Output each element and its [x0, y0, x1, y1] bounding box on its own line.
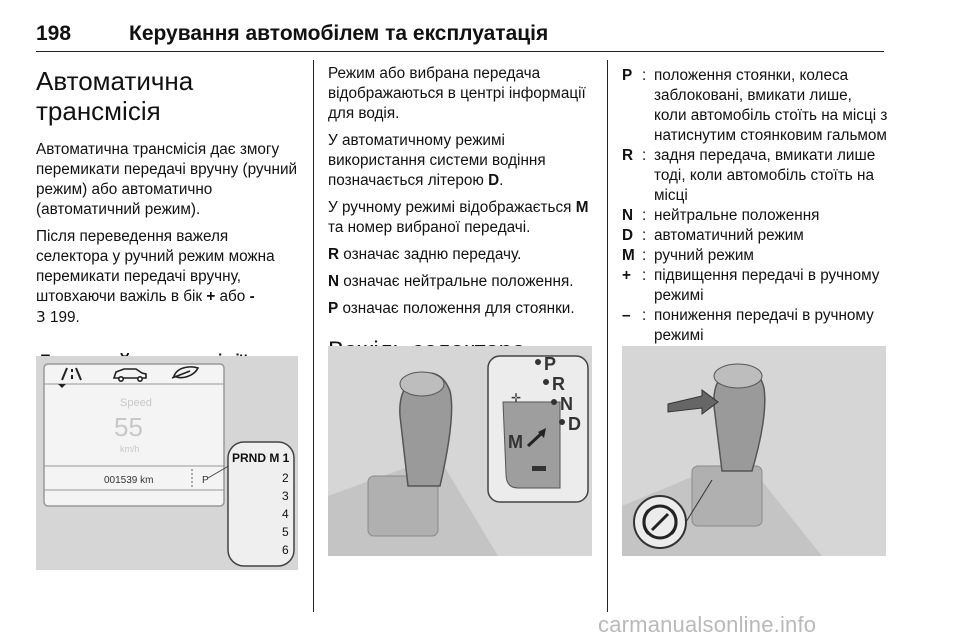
- gear-letter-p: P: [544, 354, 557, 374]
- page-number: 198: [36, 22, 72, 45]
- push-arrow-icon: [668, 390, 718, 414]
- page-ref-arrow-icon[interactable]: 3: [36, 308, 46, 326]
- gear-letter-n: N: [560, 394, 573, 414]
- lever-illustration: [328, 346, 592, 556]
- paragraph: У автоматичному режимі використання системи водіння позначається літерою D.: [328, 132, 546, 189]
- speed-value: 55: [114, 412, 143, 442]
- definition-item: P : положення стоянки, колеса заблоковані, вмикати лише, коли автомобіль стоїть на місці з натиснутим стоянковим гальмом: [622, 67, 888, 144]
- section-heading-automatic-transmission: Автоматична трансмісія: [36, 66, 194, 126]
- manual-letter: M: [508, 432, 523, 452]
- plus-symbol: +: [206, 288, 216, 305]
- callout-gear: 3: [282, 489, 289, 503]
- definition-item: M : ручний режим: [622, 247, 754, 264]
- minus-icon: [532, 466, 546, 471]
- plus-icon: ✛: [511, 391, 522, 405]
- definition-item: – : пониження передачі в ручному режимі: [622, 307, 874, 344]
- selector-lever-figure: [328, 346, 592, 556]
- callout-gear: 6: [282, 543, 289, 557]
- paragraph: Після переведення важеля селектора у ручний режим можна перемикати передачі вручну, штовхаючи важіль в бік + або - 3 199.: [36, 228, 275, 326]
- paragraph: У ручному режимі відображається M та номер вибраної передачі.: [328, 199, 589, 236]
- parking-illustration: [622, 346, 886, 556]
- paragraph: P означає положення для стоянки.: [328, 300, 575, 317]
- definitions-list: [622, 66, 888, 346]
- page-header: [36, 22, 884, 52]
- speed-unit: km/h: [120, 444, 140, 454]
- header-rule: [36, 51, 884, 52]
- column-1: [36, 60, 300, 378]
- minus-symbol: -: [249, 288, 255, 305]
- callout-gear: 4: [282, 507, 289, 521]
- callout-gear: 5: [282, 525, 289, 539]
- chapter-title: Керування автомобілем та експлуатація: [129, 22, 549, 45]
- paragraph: N означає нейтральне положення.: [328, 273, 574, 290]
- transmission-display-figure: [36, 356, 298, 570]
- column-divider-2: [607, 60, 608, 612]
- definition-item: N : нейтральне положення: [622, 207, 820, 224]
- paragraph: R означає задню передачу.: [328, 246, 522, 263]
- definition-item: + : підвищення передачі в ручному режимі: [622, 267, 880, 304]
- speed-label: Speed: [120, 397, 152, 409]
- gear-letter-r: R: [552, 374, 565, 394]
- display-illustration: [36, 356, 298, 570]
- paragraph: Режим або вибрана передача відображаються в центрі інформації для водія.: [328, 65, 586, 122]
- gear-indicator: P: [202, 475, 209, 486]
- callout-title: PRND M 1: [232, 451, 290, 465]
- paragraph: Автоматична трансмісія дає змогу перемикати передачі вручну (ручний режим) або автоматично (автоматичний режим).: [36, 141, 298, 218]
- watermark: carmanualsonline.info: [598, 612, 817, 637]
- gear-letter-d: D: [568, 414, 581, 434]
- column-2: [328, 60, 598, 365]
- definition-item: D : автоматичний режим: [622, 227, 804, 244]
- column-divider-1: [313, 60, 314, 612]
- definition-item: R : задня передача, вмикати лише тоді, коли автомобіль стоїть на місці: [622, 147, 876, 204]
- parking-brake-figure: [622, 346, 886, 556]
- odometer: 001539 km: [104, 475, 154, 486]
- callout-gear: 2: [282, 471, 289, 485]
- page-reference[interactable]: 199.: [45, 309, 80, 326]
